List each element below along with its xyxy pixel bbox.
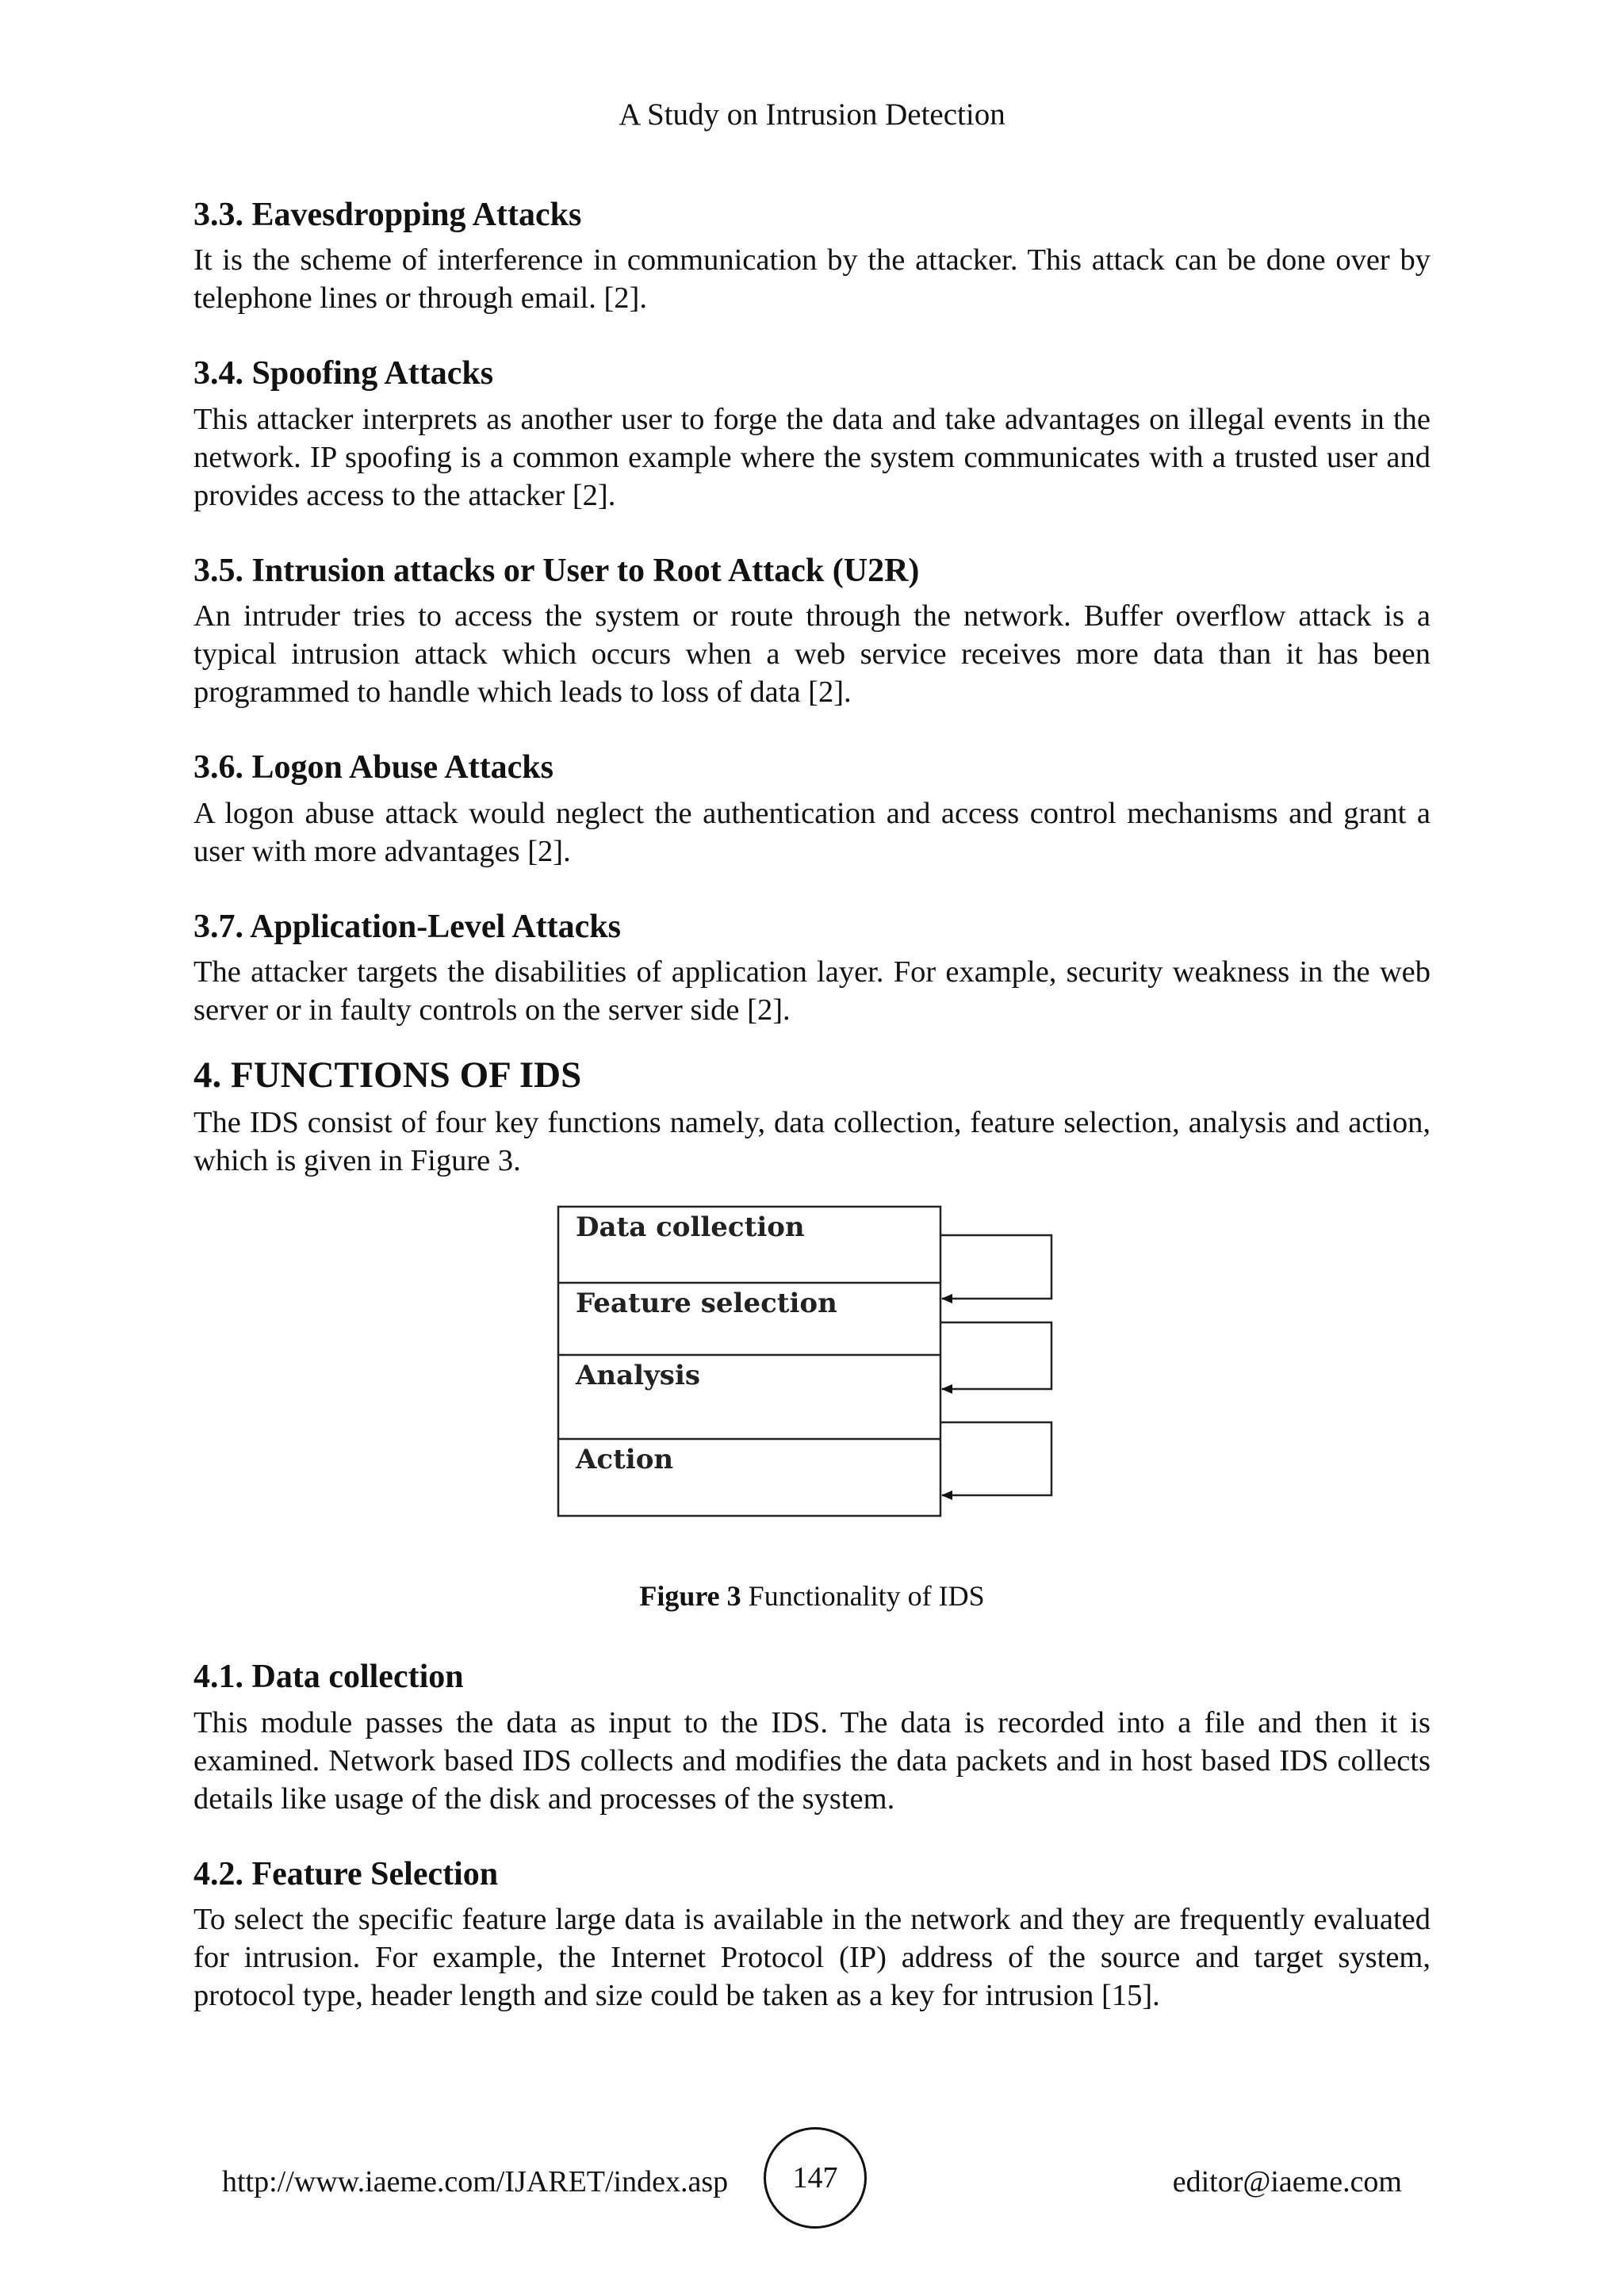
- paragraph-3-5: An intruder tries to access the system or route through the network. Buffer overflow attack is a typical intrusion attack which occurs when a web service receives more data than it has been programmed to handle which leads to loss of data [2].: [193, 599, 1431, 710]
- heading-3-7: 3.7. Application-Level Attacks: [193, 908, 622, 945]
- arrow-analysis-to-action: [940, 1422, 1051, 1495]
- running-header: A Study on Intrusion Detection: [619, 98, 1005, 132]
- caption-label: Figure 3: [639, 1580, 741, 1613]
- figure-3-diagram: [193, 1200, 1431, 1533]
- box-feature-selection: Feature selection: [576, 1288, 837, 1320]
- heading-3-4: 3.4. Spoofing Attacks: [193, 355, 494, 392]
- paragraph-3-7: The attacker targets the disabilities of application layer. For example, security weakness in the web server or in faulty controls on the server side [2].: [193, 955, 1431, 1027]
- paragraph-3-4: This attacker interprets as another user to forge the data and take advantages on illegal events in the network. IP spoofing is a common example where the system communicates with a trusted user and provides access to the attacker [2].: [193, 402, 1431, 512]
- paragraph-4-2: To select the specific feature large data is available in the network and they are frequently evaluated for intrusion. For example, the Internet Protocol (IP) address of the source and target system, protocol type, header length and size could be taken as a key for intrusion [15].: [193, 1903, 1431, 2013]
- heading-4: 4. FUNCTIONS OF IDS: [193, 1054, 582, 1096]
- box-data-collection: Data collection: [576, 1211, 805, 1244]
- main-content: [193, 195, 1431, 2015]
- paragraph-3-6: A logon abuse attack would neglect the authentication and access control mechanisms and grant a user with more advantages [2].: [193, 796, 1431, 868]
- paragraph-4: The IDS consist of four key functions namely, data collection, feature selection, analysis and action, which is given in Figure 3.: [193, 1106, 1431, 1178]
- arrow-collection-to-selection: [940, 1235, 1051, 1299]
- ids-flow-diagram: [193, 1200, 1431, 1533]
- page-number-badge: 147: [764, 2127, 867, 2229]
- paragraph-4-1: This module passes the data as input to the IDS. The data is recorded into a file and then it is examined. Network based IDS collects and modifies the data packets and in host based IDS collects details like usage of the disk and processes of the system.: [193, 1705, 1431, 1816]
- heading-4-2: 4.2. Feature Selection: [193, 1855, 499, 1892]
- footer-email-link[interactable]: editor@iaeme.com: [1172, 2165, 1402, 2198]
- footer-url-link[interactable]: http://www.iaeme.com/IJARET/index.asp: [222, 2165, 729, 2198]
- heading-3-6: 3.6. Logon Abuse Attacks: [193, 749, 553, 786]
- caption-text: Functionality of IDS: [741, 1580, 985, 1613]
- paragraph-3-3: It is the scheme of interference in communication by the attacker. This attack can be done over by telephone lines or through email. [2].: [193, 243, 1431, 316]
- heading-4-1: 4.1. Data collection: [193, 1659, 464, 1696]
- box-action: Action: [576, 1444, 674, 1476]
- heading-3-3: 3.3. Eavesdropping Attacks: [193, 197, 582, 233]
- arrow-selection-to-analysis: [940, 1322, 1051, 1389]
- figure-caption: [193, 1579, 1431, 1613]
- heading-3-5: 3.5. Intrusion attacks or User to Root Attack (U2R): [193, 552, 920, 589]
- box-analysis: Analysis: [576, 1360, 701, 1392]
